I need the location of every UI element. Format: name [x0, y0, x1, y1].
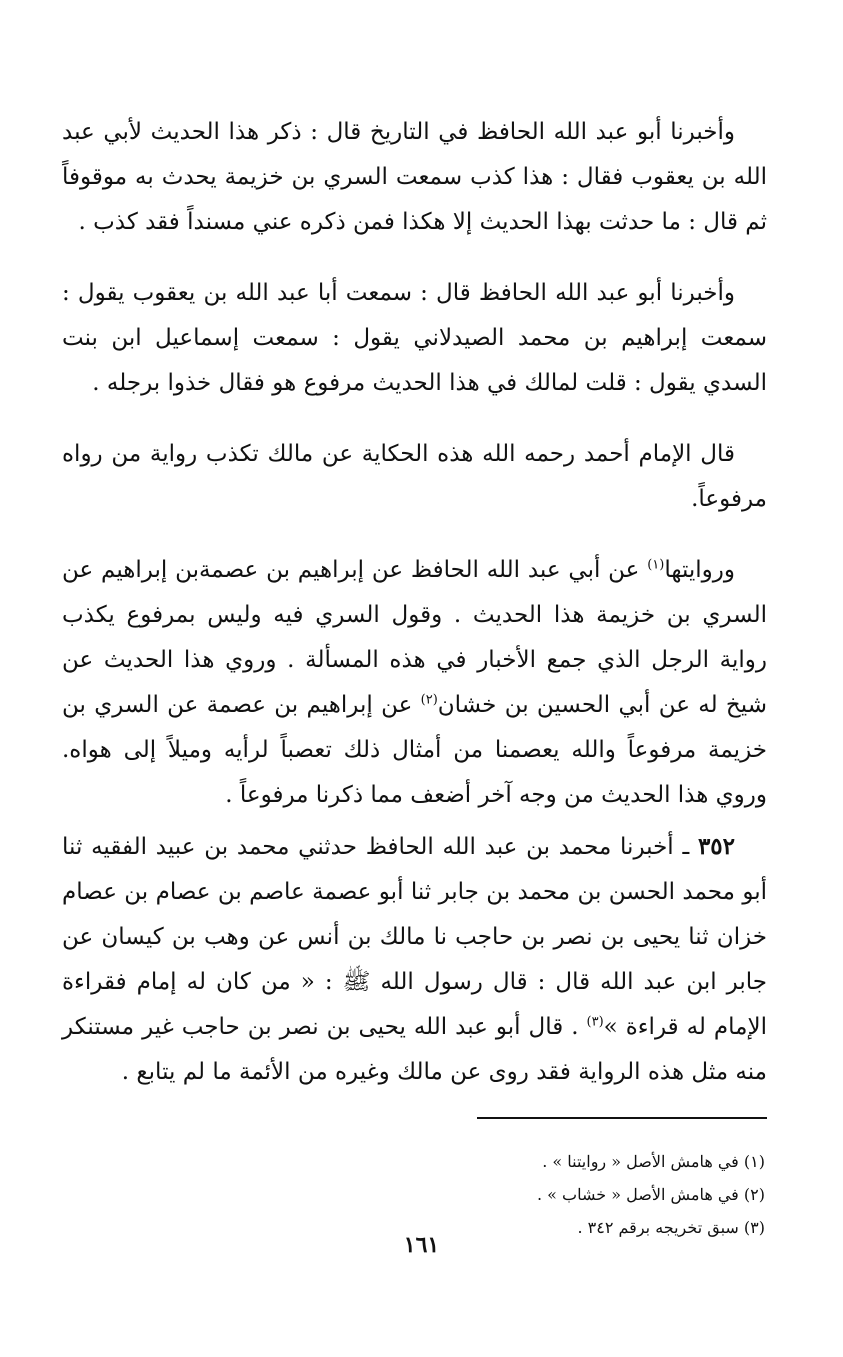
page-number: ١٦١	[403, 1232, 440, 1258]
paragraph-4-text-c: عن إبراهيم بن عصمة عن السري بن خزيمة مرفوعاً والله يعصمنا من أمثال ذلك تعصباً لرأيه وميلاً إلى هواه. وروي هذا الحديث من وجه آخر أضعف مما ذكرنا مرفوعاً .	[62, 692, 767, 808]
footnote-ref-2: (٢)	[420, 692, 438, 708]
paragraph-1-text: وأخبرنا أبو عبد الله الحافظ في التاريخ قال : ذكر هذا الحديث لأبي عبد الله بن يعقوب فقال : هذا كذب سمعت السري بن خزيمة يحدث به موقوفاً ثم قال : ما حدثت بهذا الحديث إلا هكذا فمن ذكره عني مسنداً فقد كذب .	[62, 119, 767, 235]
footnote-2: (٢) في هامش الأصل « خشاب » .	[537, 1185, 765, 1204]
footnote-3: (٣) سبق تخريجه برقم ٣٤٢ .	[577, 1218, 765, 1237]
paragraph-5-text-a: ـ أخبرنا محمد بن عبد الله الحافظ حدثني محمد بن عبيد الفقيه ثنا أبو محمد الحسن بن محمد بن جابر ثنا أبو عصمة عاصم بن عصام بن عصام خزان ثنا يحيى بن نصر بن حاجب نا مالك بن أنس عن وهب بن كيسان عن جابر ابن عبد الله قال : قال رسول الله ﷺ : « من كان له إمام فقراءة الإمام له قراءة »	[62, 834, 767, 1040]
paragraph-4-text-a: وروايتها	[664, 557, 735, 583]
footnote-divider	[477, 1117, 767, 1119]
page-body	[62, 110, 767, 1244]
paragraph-1	[62, 110, 767, 245]
footnotes	[62, 1145, 767, 1244]
paragraph-4-text-b: عن أبي عبد الله الحافظ عن إبراهيم بن عصمةبن إبراهيم عن السري بن خزيمة هذا الحديث . وقول السري فيه وليس بمرفوع يكذب رواية الرجل الذي جمع الأخبار في هذه المسألة . وروي هذا الحديث عن شيخ له عن أبي الحسين بن خشان	[62, 557, 767, 718]
paragraph-4	[62, 548, 767, 818]
footnote-ref-1: (١)	[647, 557, 665, 573]
paragraph-3-text: قال الإمام أحمد رحمه الله هذه الحكاية عن مالك تكذب رواية من رواه مرفوعاً.	[62, 441, 767, 512]
paragraph-5	[62, 824, 767, 1095]
footnote-1: (١) في هامش الأصل « روايتنا » .	[542, 1152, 765, 1171]
paragraph-2	[62, 271, 767, 406]
footnote-ref-3: (٣)	[586, 1014, 604, 1030]
hadith-number: ٣٥٢	[697, 833, 735, 860]
paragraph-2-text: وأخبرنا أبو عبد الله الحافظ قال : سمعت أبا عبد الله بن يعقوب يقول : سمعت إبراهيم بن محمد الصيدلاني يقول : سمعت إسماعيل ابن بنت السدي يقول : قلت لمالك في هذا الحديث مرفوع هو فقال خذوا برجله .	[62, 280, 767, 396]
paragraph-3	[62, 432, 767, 522]
paragraph-5-text-b: . قال أبو عبد الله يحيى بن نصر بن حاجب غير مستنكر منه مثل هذه الرواية فقد روى عن مالك وغيره من الأئمة ما لم يتابع .	[62, 1014, 767, 1085]
